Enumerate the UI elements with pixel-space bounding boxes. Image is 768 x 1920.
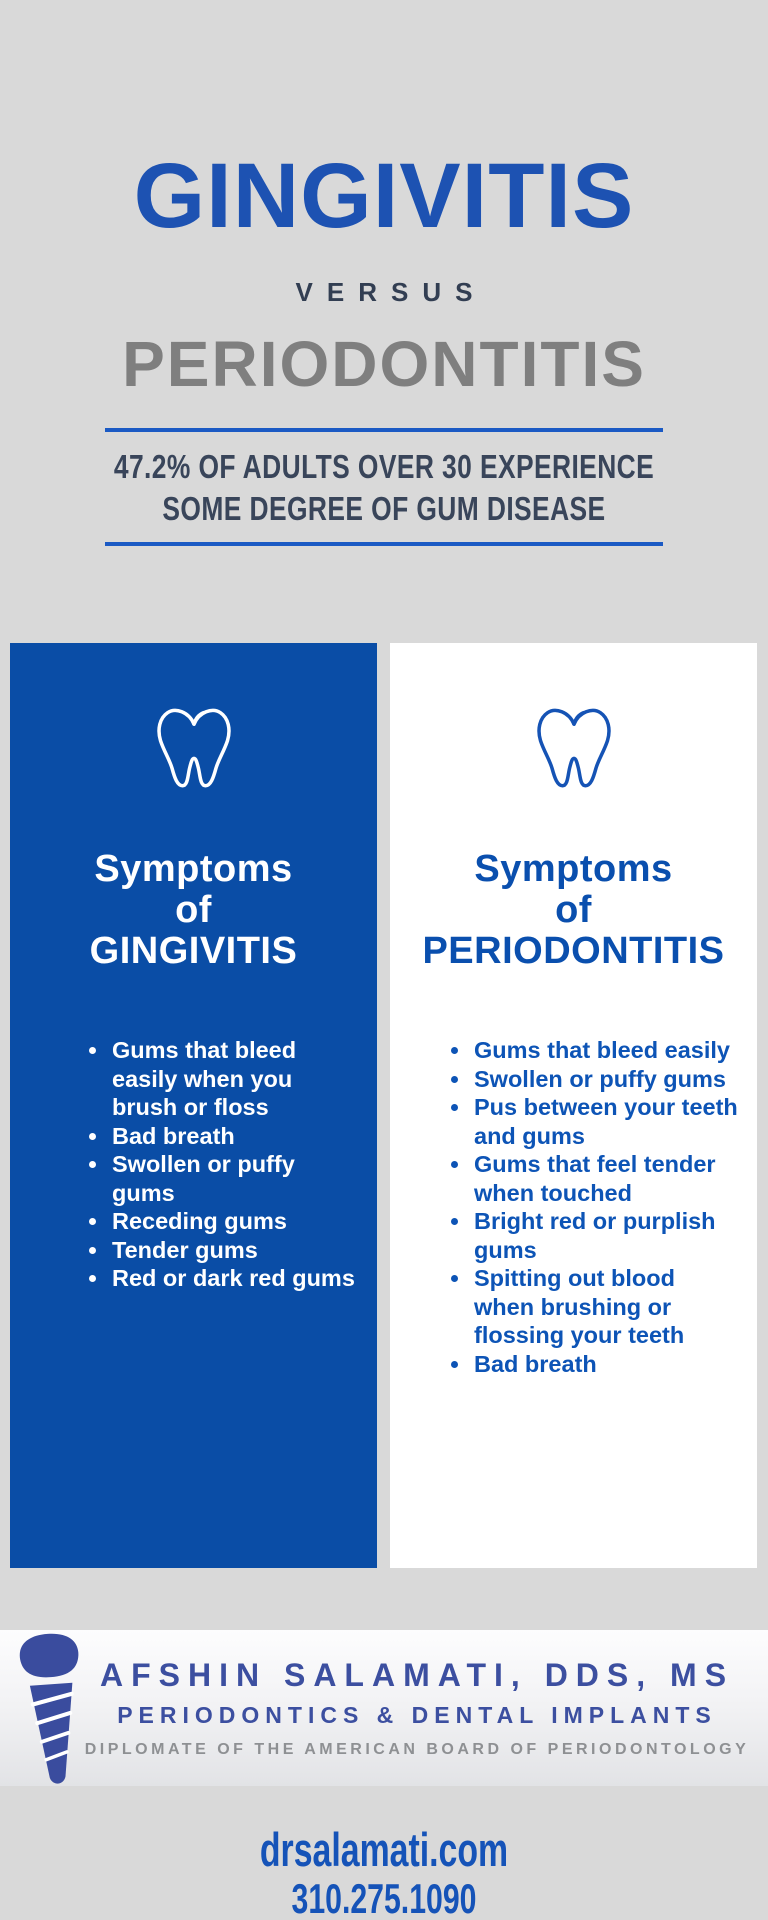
tooth-icon: [150, 703, 238, 791]
divider-line-top: [105, 428, 663, 432]
symptom-item: • Gums that bleed easily when you brush or floss: [110, 1036, 363, 1122]
symptom-item: • Gums that bleed easily: [472, 1036, 741, 1065]
symptom-item: • Gums that feel tender when touched: [472, 1150, 741, 1207]
statistic-line-2: SOME DEGREE OF GUM DISEASE: [162, 489, 606, 527]
symptom-item: • Tender gums: [110, 1236, 363, 1265]
heading-word-of: of: [555, 889, 592, 931]
symptom-item: • Bad breath: [472, 1350, 741, 1379]
symptom-item: • Swollen or puffy gums: [110, 1150, 363, 1207]
heading-word-periodontitis: PERIODONTITIS: [422, 930, 725, 972]
practice-brand-band: [0, 1630, 768, 1786]
gingivitis-symptoms-heading: [10, 849, 377, 972]
statistic-line-1: 47.2% OF ADULTS OVER 30 EXPERIENCE: [113, 447, 655, 485]
periodontitis-symptoms-heading: [390, 849, 757, 972]
gingivitis-panel: [10, 643, 377, 1568]
symptom-item: • Bad breath: [110, 1122, 363, 1151]
credential-text: DIPLOMATE OF THE AMERICAN BOARD OF PERIODONTOLOGY: [84, 1740, 750, 1758]
doctor-name: AFSHIN SALAMATI, DDS, MS: [99, 1656, 735, 1693]
symptom-item: • Pus between your teeth and gums: [472, 1093, 741, 1150]
header: [0, 0, 768, 546]
divider-line-bottom: [105, 542, 663, 546]
heading-word-symptoms: Symptoms: [94, 848, 293, 890]
versus-label: VERSUS: [295, 276, 487, 307]
symptom-item: • Swollen or puffy gums: [472, 1065, 741, 1094]
symptom-item: • Receding gums: [110, 1207, 363, 1236]
symptom-item: • Bright red or purplish gums: [472, 1207, 741, 1264]
heading-word-of: of: [175, 889, 212, 931]
symptom-item: • Spitting out blood when brushing or flossing your teeth: [472, 1264, 741, 1350]
title-gingivitis: GINGIVITIS: [133, 145, 635, 247]
symptom-item: • Red or dark red gums: [110, 1264, 363, 1293]
gingivitis-symptom-list: [10, 1036, 377, 1293]
website-url: drsalamati.com: [259, 1823, 509, 1876]
phone-number: 310.275.1090: [291, 1875, 477, 1920]
periodontitis-panel: [390, 643, 757, 1568]
practice-specialty: PERIODONTICS & DENTAL IMPLANTS: [117, 1701, 717, 1728]
title-periodontitis: PERIODONTITIS: [122, 327, 646, 400]
tooth-icon: [530, 703, 618, 791]
statistic-text: [77, 446, 691, 530]
periodontitis-symptom-list: [390, 1036, 757, 1378]
practice-info: [72, 1630, 762, 1786]
heading-word-gingivitis: GINGIVITIS: [89, 930, 298, 972]
heading-word-symptoms: Symptoms: [474, 848, 673, 890]
